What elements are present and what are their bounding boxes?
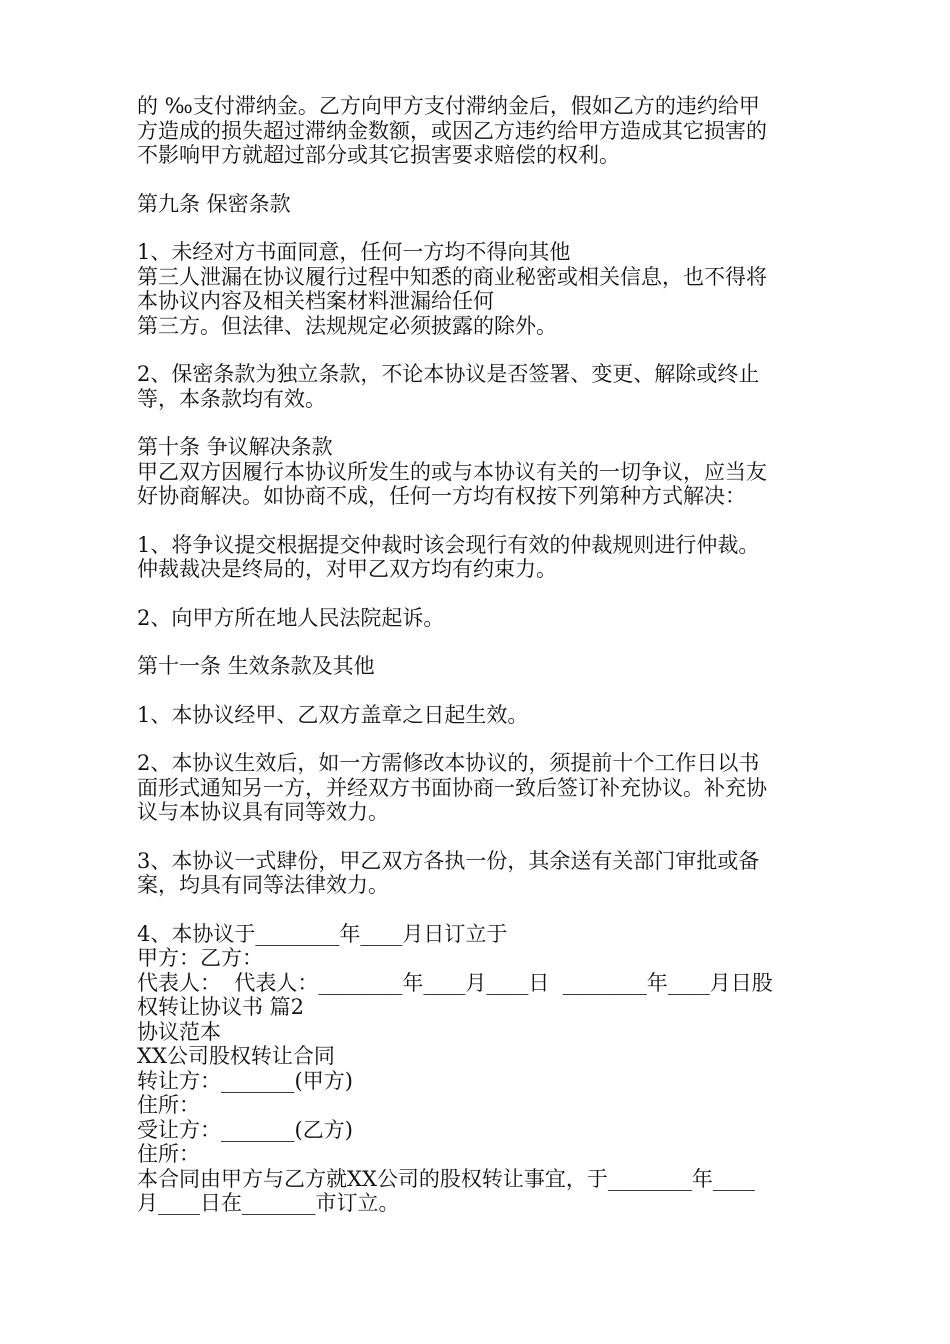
- text-line: 第三方。但法律、法规规定必须披露的除外。: [137, 313, 557, 338]
- paragraph-gap: [137, 338, 817, 362]
- document-body: [137, 94, 817, 1216]
- text-line: 1、未经对方书面同意，任何一方均不得向其他: [137, 240, 571, 264]
- paragraph-gap: [137, 825, 817, 849]
- text-line: 1、本协议经甲、乙双方盖章之日起生效。: [137, 702, 529, 727]
- text-line: 面形式通知另一方，并经双方书面协商一致后签订补充协议。补充协: [137, 775, 767, 800]
- paragraph-gap: [137, 509, 817, 533]
- text-line: 第九条 保密条款: [137, 191, 291, 216]
- text-line: 第三人泄漏在协议履行过程中知悉的商业秘密或相关信息，也不得将: [137, 264, 767, 289]
- paragraph-gap: [137, 411, 817, 435]
- paragraph-gap: [137, 168, 817, 192]
- text-line: 2、保密条款为独立条款，不论本协议是否签署、变更、解除或终止: [137, 362, 760, 386]
- text-line: 住所：: [137, 1142, 200, 1166]
- text-line: 第十一条 生效条款及其他: [137, 654, 375, 678]
- paragraph-gap: [137, 898, 817, 922]
- text-line: 本合同由甲方与乙方就XX公司的股权转让事宜，于________年____: [137, 1166, 755, 1191]
- text-line: 的 ‰支付滞纳金。乙方向甲方支付滞纳金后，假如乙方的违约给甲: [137, 94, 760, 118]
- paragraph-gap: [137, 216, 817, 240]
- text-line: 议与本协议具有同等效力。: [137, 800, 389, 824]
- text-line: 等，本条款均有效。: [137, 386, 326, 411]
- text-line: XX公司股权转让合同: [137, 1044, 335, 1068]
- text-line: 受让方：_______(乙方): [137, 1117, 353, 1142]
- text-line: 案，均具有同等法律效力。: [137, 873, 389, 897]
- text-line: 仲裁裁决是终局的，对甲乙双方均有约束力。: [137, 557, 557, 581]
- text-line: 4、本协议于________年____月日订立于: [137, 921, 508, 946]
- text-line: 转让方：_______(甲方): [137, 1068, 353, 1093]
- text-line: 权转让协议书 篇2: [137, 995, 305, 1019]
- paragraph-gap: [137, 630, 817, 654]
- paragraph-gap: [137, 727, 817, 751]
- text-line: 代表人： 代表人：________年____月____日 ________年____月日股: [137, 970, 773, 995]
- text-line: 不影响甲方就超过部分或其它损害要求赔偿的权利。: [137, 143, 620, 167]
- text-line: 第十条 争议解决条款: [137, 435, 333, 459]
- text-line: 3、本协议一式肆份，甲乙双方各执一份，其余送有关部门审批或备: [137, 848, 760, 873]
- text-line: 住所：: [137, 1093, 200, 1117]
- text-line: 月____日在_______市订立。: [137, 1191, 400, 1215]
- text-line: 2、本协议生效后，如一方需修改本协议的，须提前十个工作日以书: [137, 751, 760, 775]
- text-line: 方造成的损失超过滞纳金数额，或因乙方违约给甲方造成其它损害的: [137, 118, 767, 143]
- text-line: 本协议内容及相关档案材料泄漏给任何: [137, 289, 494, 313]
- text-line: 好协商解决。如协商不成，任何一方均有权按下列第种方式解决：: [137, 484, 746, 508]
- text-line: 协议范本: [137, 1019, 221, 1044]
- text-line: 甲乙双方因履行本协议所发生的或与本协议有关的一切争议，应当友: [137, 459, 767, 484]
- text-line: 甲方：乙方：: [137, 946, 263, 970]
- text-line: 2、向甲方所在地人民法院起诉。: [137, 605, 445, 630]
- paragraph-gap: [137, 679, 817, 703]
- paragraph-gap: [137, 582, 817, 606]
- text-line: 1、将争议提交根据提交仲裁时该会现行有效的仲裁规则进行仲裁。: [137, 532, 760, 557]
